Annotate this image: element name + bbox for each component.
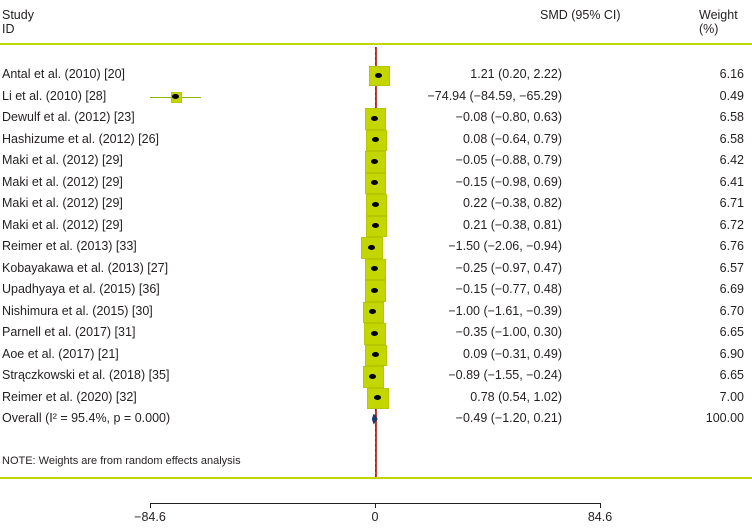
study-label: Maki et al. (2012) [29] (2, 217, 123, 232)
table-row (0, 86, 752, 108)
effect-estimate: −0.08 (−0.80, 0.63) (455, 110, 562, 124)
table-row (0, 279, 752, 301)
overall-effect-estimate: −0.49 (−1.20, 0.21) (455, 411, 562, 425)
rule-top (0, 43, 752, 45)
effect-estimate: −0.89 (−1.55, −0.24) (448, 368, 562, 382)
table-row (0, 236, 752, 258)
x-axis-tick (375, 503, 376, 508)
effect-estimate: −0.25 (−0.97, 0.47) (455, 260, 562, 275)
point-estimate-marker (372, 202, 379, 207)
table-row (0, 408, 752, 430)
study-weight: 6.71 (719, 196, 744, 210)
effect-estimate: −0.15 (−0.98, 0.69) (455, 174, 562, 189)
effect-estimate: 1.21 (0.20, 2.22) (470, 67, 562, 81)
point-estimate-marker (368, 245, 375, 250)
x-axis-tick (600, 503, 601, 508)
study-label: Maki et al. (2012) [29] (2, 174, 123, 189)
study-label: Li et al. (2010) [28] (2, 88, 107, 103)
study-weight: 6.58 (719, 110, 744, 124)
study-label: Nishimura et al. (2015) [30] (2, 303, 153, 318)
effect-estimate: 0.21 (−0.38, 0.81) (462, 217, 562, 232)
study-label: Antal et al. (2010) [20] (2, 67, 125, 81)
study-label: Upadhyaya et al. (2015) [36] (2, 282, 160, 296)
study-weight: 6.69 (719, 282, 744, 296)
study-label: Hashizume et al. (2012) [26] (2, 131, 160, 146)
study-weight: 6.65 (719, 325, 744, 339)
study-label: Strączkowski et al. (2018) [35] (2, 368, 170, 382)
table-row (0, 301, 752, 323)
point-estimate-marker (369, 374, 376, 379)
overall-label: Overall (I² = 95.4%, p = 0.000) (2, 411, 171, 425)
study-weight: 6.76 (719, 239, 744, 253)
study-label: Reimer et al. (2020) [32] (2, 389, 137, 404)
study-weight: 6.90 (719, 346, 744, 361)
table-row (0, 322, 752, 344)
effect-estimate: 0.22 (−0.38, 0.82) (462, 196, 562, 210)
effect-estimate: −1.00 (−1.61, −0.39) (448, 303, 562, 318)
header-study-id (2, 8, 34, 36)
point-estimate-marker (372, 352, 379, 357)
study-weight: 6.41 (719, 174, 744, 189)
study-label: Kobayakawa et al. (2013) [27] (2, 260, 169, 275)
point-estimate-marker (372, 223, 379, 228)
study-weight: 6.42 (719, 153, 744, 167)
table-row (0, 215, 752, 237)
table-row (0, 193, 752, 215)
point-estimate-marker (371, 331, 378, 336)
rule-bottom (0, 477, 752, 479)
study-label: Aoe et al. (2017) [21] (2, 346, 119, 361)
study-label: Dewulf et al. (2012) [23] (2, 110, 135, 124)
effect-estimate: −74.94 (−84.59, −65.29) (427, 88, 562, 103)
study-weight: 6.16 (719, 67, 744, 81)
point-estimate-marker (371, 288, 378, 293)
point-estimate-marker (374, 395, 381, 400)
study-label: Maki et al. (2012) [29] (2, 196, 123, 210)
effect-estimate: −0.15 (−0.77, 0.48) (455, 282, 562, 296)
effect-estimate: 0.08 (−0.64, 0.79) (462, 131, 562, 146)
point-estimate-marker (369, 309, 376, 314)
point-estimate-marker (375, 73, 382, 78)
study-weight: 6.58 (719, 131, 744, 146)
study-weight: 6.70 (719, 303, 744, 318)
x-axis-tick (150, 503, 151, 508)
table-row (0, 150, 752, 172)
overall-weight: 100.00 (705, 411, 744, 425)
x-axis-tick-label: 84.6 (587, 510, 613, 524)
table-row (0, 129, 752, 151)
table-row (0, 387, 752, 409)
effect-estimate: −1.50 (−2.06, −0.94) (448, 239, 562, 253)
table-row (0, 344, 752, 366)
table-row (0, 365, 752, 387)
study-label: Reimer et al. (2013) [33] (2, 239, 137, 253)
study-weight: 6.72 (719, 217, 744, 232)
study-weight: 7.00 (719, 389, 744, 404)
header-study-line1: Study (2, 8, 34, 22)
study-weight: 6.57 (719, 260, 744, 275)
effect-estimate: −0.05 (−0.88, 0.79) (455, 153, 562, 167)
point-estimate-marker (371, 266, 378, 271)
overall-diamond (372, 414, 378, 425)
x-axis-tick-label: 0 (371, 510, 379, 524)
table-row (0, 107, 752, 129)
study-label: Parnell et al. (2017) [31] (2, 325, 136, 339)
point-estimate-marker (371, 159, 378, 164)
header-weight-line2: (%) (699, 22, 719, 36)
table-row (0, 258, 752, 280)
header-weight-line1: Weight (699, 8, 738, 22)
point-estimate-marker (371, 116, 378, 121)
study-label: Maki et al. (2012) [29] (2, 153, 123, 167)
table-row (0, 64, 752, 86)
x-axis-tick-label: −84.6 (134, 510, 166, 524)
effect-estimate: 0.09 (−0.31, 0.49) (462, 346, 562, 361)
point-estimate-marker (372, 137, 379, 142)
header-study-line2: ID (2, 22, 15, 36)
header-smd: SMD (95% CI) (540, 8, 621, 22)
study-weight: 0.49 (719, 88, 744, 103)
effect-estimate: 0.78 (0.54, 1.02) (470, 389, 562, 404)
effect-estimate: −0.35 (−1.00, 0.30) (455, 325, 562, 339)
table-row (0, 172, 752, 194)
plot-note: NOTE: Weights are from random effects analysis (2, 455, 241, 467)
study-weight: 6.65 (719, 368, 744, 382)
header-weight (699, 8, 738, 36)
